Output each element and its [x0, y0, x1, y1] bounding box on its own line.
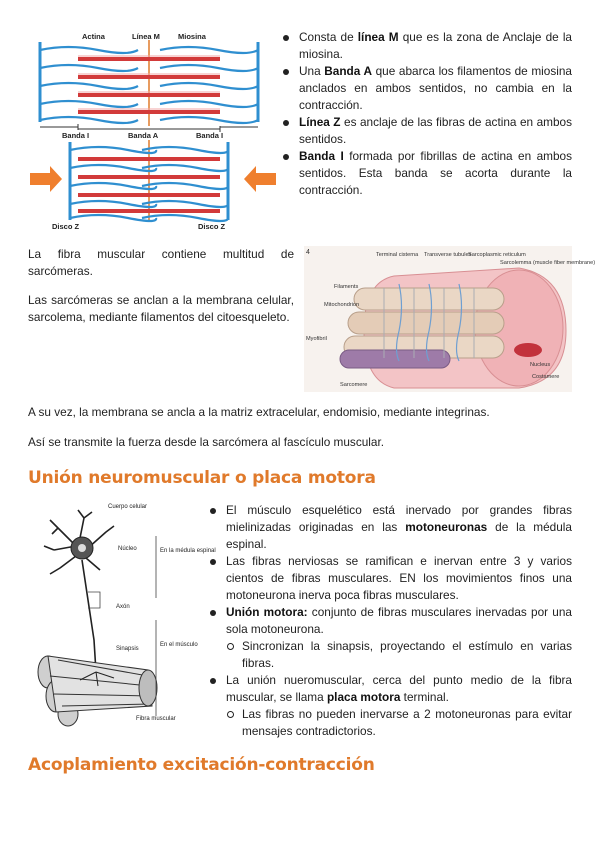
bullet-placa-motora: La unión nueromuscular, cerca del punto medio de la fibra muscular, se llama placa motora terminal.: [208, 672, 572, 706]
label-banda-i-right: Banda I: [196, 131, 224, 140]
muscle-fiber-figure: [304, 246, 596, 392]
bullet-linea-m: Consta de línea M que es la zona de Anclaje de la miosina.: [281, 29, 572, 63]
label-fibra-muscular: Fibra muscular: [136, 716, 176, 722]
bullet-banda-i: Banda I formada por fibrillas de actina en ambos sentidos. Esta banda se acorta durante la contracción.: [281, 148, 572, 199]
union-sub-list-1: [208, 638, 572, 672]
label-terminal-cisterna: Terminal cisterna: [376, 252, 419, 258]
bullet-union-motora: Unión motora: conjunto de fibras musculares inervadas por una sola motoneurona.: [208, 604, 572, 638]
neuron-figure: [28, 500, 216, 730]
label-miosina: Miosina: [178, 32, 206, 41]
nucleus-dot: [78, 544, 86, 552]
para-sarcomeras: Las sarcómeras se anclan a la membrana celular, sarcolema, mediante filamentos del citoesqueleto.: [28, 293, 294, 324]
arrow-left: [30, 166, 62, 192]
sarcomere-figure: [28, 30, 278, 230]
neuron-shape: [44, 510, 114, 672]
union-bullet-list: [208, 502, 572, 638]
label-nucleus: Nucleus: [530, 362, 551, 368]
contracted-sarcomere: [30, 140, 276, 222]
label-disco-z-right: Disco Z: [198, 222, 226, 231]
corner-mark: 4: [306, 249, 310, 256]
label-cuerpo-celular: Cuerpo celular: [108, 504, 148, 510]
label-myofibril: Myofibril: [306, 336, 327, 342]
para-fuerza: Así se transmite la fuerza desde la sarcómera al fascículo muscular.: [28, 435, 385, 449]
label-banda-a: Banda A: [128, 131, 159, 140]
neuron-diagram: [28, 500, 216, 730]
label-mitochondrion: Mitochondrion: [324, 302, 360, 308]
myofibril-purple: [340, 350, 450, 368]
bullet-banda-a: Una Banda A que abarca los filamentos de miosina anclados en ambos sentidos, no cambia en la contracción.: [281, 63, 572, 114]
label-costamere: Costamere: [532, 374, 560, 380]
label-sarcoplasmic-reticulum: Sarcoplasmic reticulum: [468, 252, 526, 258]
label-sinapsis: Sinapsis: [116, 646, 139, 652]
sub-bullet-sincronizan: Sincronizan la sinapsis, proyectando el estímulo en varias fibras.: [208, 638, 572, 672]
para-endomisio: A su vez, la membrana se ancla a la matriz extracelular, endomisio, mediante integrinas.: [28, 405, 490, 419]
union-bullet-list-2: [208, 672, 572, 706]
fiber-text-block: [28, 246, 294, 326]
nucleus-shape: [514, 343, 542, 357]
sub-bullet-no-inervarse: Las fibras no pueden inervarse a 2 motoneuronas para evitar mensajes contradictorios.: [208, 706, 572, 740]
label-disco-z-left: Disco Z: [52, 222, 80, 231]
label-medula: En la médula espinal: [160, 548, 216, 554]
bullet-linea-z: Línea Z es anclaje de las fibras de actina en ambos sentidos.: [281, 114, 572, 148]
bullet-fibras-nerviosas: Las fibras nerviosas se ramifican e inervan entre 3 y varios cientos de fibras musculares. EN los movimientos finos una motoneurona inerva poca fibras musculares.: [208, 553, 572, 604]
label-transverse-tubules: Transverse tubules: [424, 252, 472, 258]
label-filaments: Filaments: [334, 284, 359, 290]
muscle-fiber-diagram: [304, 246, 596, 392]
heading-union-neuromuscular: Unión neuromuscular o placa motora: [28, 468, 376, 488]
relaxed-sarcomere: [40, 40, 258, 126]
label-nucleo: Núcleo: [118, 546, 137, 552]
sarcomere-diagram: [28, 30, 278, 230]
label-banda-i-left: Banda I: [62, 131, 90, 140]
bullet-musculo-inervado: El músculo esquelético está inervado por grandes fibras mielinizadas originadas en las motoneuronas de la médula espinal.: [208, 502, 572, 553]
para-fibra: La fibra muscular contiene multitud de sarcómeras.: [28, 247, 294, 278]
label-sarcolemma: Sarcolemma (muscle fiber membrane): [500, 260, 596, 266]
label-actina: Actina: [82, 32, 105, 41]
sarcomere-bullet-list: [281, 29, 572, 199]
union-sub-list-2: [208, 706, 572, 740]
arrow-right: [244, 166, 276, 192]
label-sarcomere: Sarcomere: [340, 382, 368, 388]
heading-acoplamiento: Acoplamiento excitación-contracción: [28, 755, 375, 775]
label-linea-m: Línea M: [132, 32, 160, 41]
label-axon: Axón: [116, 604, 130, 610]
label-musculo: En el músculo: [160, 642, 198, 648]
